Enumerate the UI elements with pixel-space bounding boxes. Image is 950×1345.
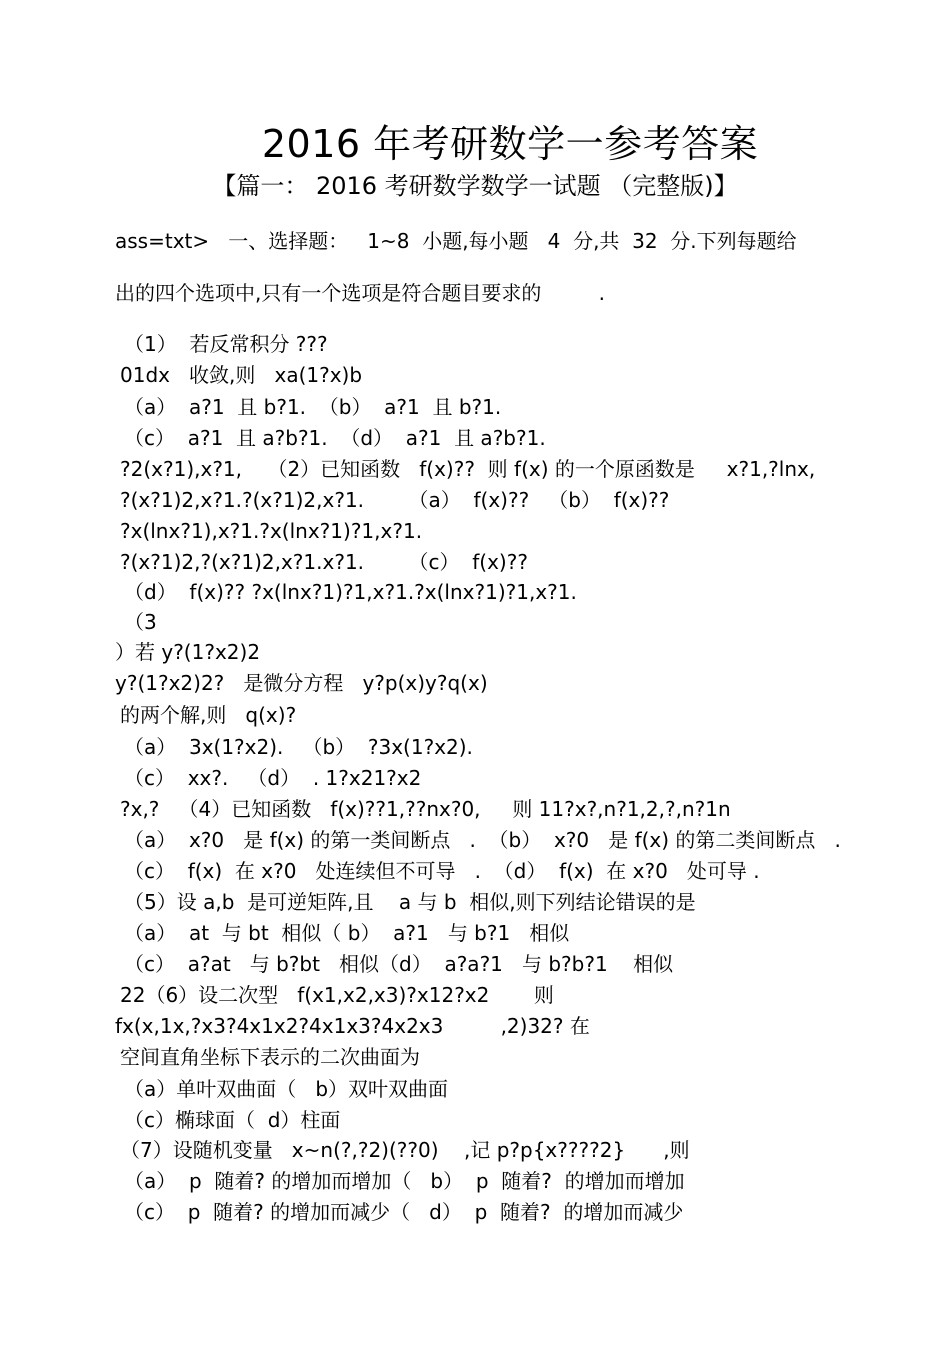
text-line: （c） a?at 与 b?bt 相似（d） a?a?1 与 b?b?1 相似: [124, 952, 674, 976]
text-line: （a） p 随着? 的增加而增加（ b） p 随着? 的增加而增加: [124, 1169, 685, 1193]
text-line: y?(1?x2)2? 是微分方程 y?p(x)y?q(x): [115, 671, 488, 695]
text-line: 22（6）设二次型 f(x1,x2,x3)?x12?x2 则: [120, 983, 554, 1007]
text-line: （a）单叶双曲面（ b）双叶双曲面: [124, 1077, 449, 1101]
text-line: （c） xx?. （d） . 1?x21?x2: [124, 766, 422, 790]
document-subtitle: 【篇一： 2016 考研数学数学一试题 （完整版)】: [212, 172, 738, 200]
text-line: 01dx 收敛,则 xa(1?x)b: [120, 363, 363, 387]
text-line: （d） f(x)?? ?x(lnx?1)?1,x?1.?x(lnx?1)?1,x?1.: [124, 580, 577, 604]
text-line: ?x,? （4）已知函数 f(x)??1,??nx?0, 则 11?x?,n?1,2,?,n?1n: [120, 797, 731, 821]
text-line: （c）椭球面（ d）柱面: [124, 1108, 341, 1132]
document-title: 2016 年考研数学一参考答案: [261, 122, 759, 166]
text-line: ass=txt> 一、选择题： 1~8 小题,每小题 4 分,共 32 分.下列每题给: [115, 229, 797, 253]
text-line: （c） f(x) 在 x?0 处连续但不可导 . （d） f(x) 在 x?0 处可导 .: [124, 859, 760, 883]
text-line: （c） p 随着? 的增加而减少（ d） p 随着? 的增加而减少: [124, 1200, 684, 1224]
text-line: ?(x?1)2,x?1.?(x?1)2,x?1. （a） f(x)?? （b） f(x)??: [120, 488, 670, 512]
text-line: （a） 3x(1?x2). （b） ?3x(1?x2).: [124, 735, 473, 759]
text-line: ?x(lnx?1),x?1.?x(lnx?1)?1,x?1.: [120, 519, 423, 543]
text-line: （a） x?0 是 f(x) 的第一类间断点 . （b） x?0 是 f(x) 的第二类间断点 .: [124, 828, 841, 852]
text-line: ）若 y?(1?x2)2: [115, 640, 261, 664]
text-line: ?(x?1)2,?(x?1)2,x?1.x?1. （c） f(x)??: [120, 550, 528, 574]
text-line: （3: [124, 610, 157, 634]
text-line: 的两个解,则 q(x)?: [120, 703, 297, 727]
text-line: ?2(x?1),x?1, （2）已知函数 f(x)?? 则 f(x) 的一个原函数是 x?1,?lnx,: [120, 457, 816, 481]
text-line: 空间直角坐标下表示的二次曲面为: [120, 1045, 420, 1069]
text-line: （a） at 与 bt 相似（ b） a?1 与 b?1 相似: [124, 921, 570, 945]
text-line: fx(x,1x,?x3?4x1x2?4x1x3?4x2x3 ,2)32? 在: [115, 1014, 590, 1038]
text-line: 出的四个选项中,只有一个选项是符合题目要求的 .: [115, 281, 605, 305]
text-line: （c） a?1 且 a?b?1. （d） a?1 且 a?b?1.: [124, 426, 546, 450]
text-line: （7）设随机变量 x~n(?,?2)(??0) ,记 p?p{x????2} ,则: [120, 1138, 690, 1162]
text-line: （a） a?1 且 b?1. （b） a?1 且 b?1.: [124, 395, 502, 419]
text-line: （1） 若反常积分 ???: [124, 332, 328, 356]
text-line: （5）设 a,b 是可逆矩阵,且 a 与 b 相似,则下列结论错误的是: [124, 890, 696, 914]
